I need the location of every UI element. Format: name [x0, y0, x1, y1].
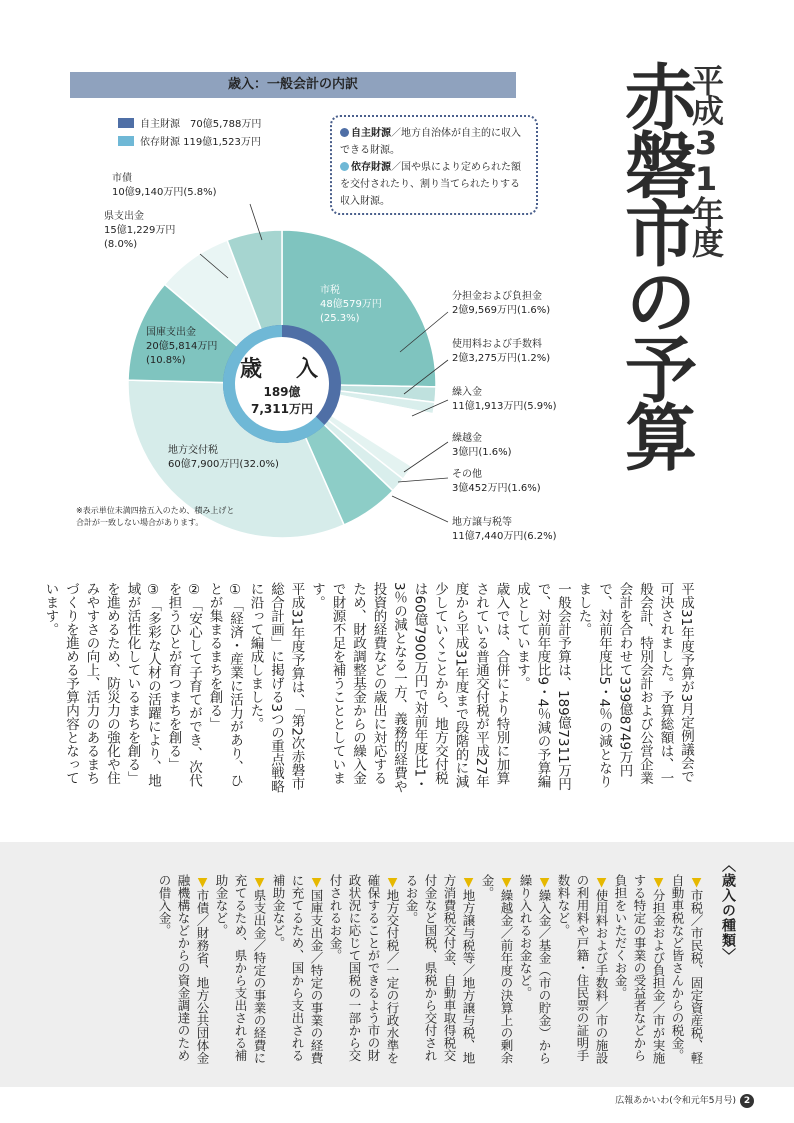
type-item: ▼繰越金／前年度の決算上の剰余金。 [480, 874, 514, 1064]
revenue-types-title: 〈歳入の種類〉 [720, 858, 736, 963]
revenue-types-list [90, 874, 706, 1072]
page-footer [615, 1093, 754, 1108]
note-text: ／地方自治体が自主的に収入できる財源。 [340, 128, 521, 156]
triangle-bullet-icon: ▼ [537, 874, 552, 889]
body-paragraph: 一般会計予算は、189億7311万円で、対前年度比9・4％減の予算編成としています。 [514, 582, 571, 791]
type-item: ▼地方交付税／一定の行政水準を確保することができるよう市の財政状況に応じて国税の一部から交付されるお金。 [328, 874, 400, 1064]
type-item: ▼国庫支出金／特定の事業の経費に充てるため、国から支出される補助金など。 [271, 874, 324, 1064]
type-item: ▼使用料および手数料／市の施設の利用料や戸籍・住民票の証明手数料など。 [556, 874, 609, 1064]
article-body [42, 582, 696, 794]
strategy-item: ②「安心して子育てができ、次代を担うひとが育つまちを創る」 [165, 582, 202, 787]
triangle-bullet-icon: ▼ [309, 874, 324, 889]
chart-center-label [232, 352, 332, 417]
center-value-oku: 189億 [263, 385, 301, 399]
note-text: ／国や県により定められた額を交付されたり、割り当てられたりする収入財源。 [340, 162, 521, 207]
body-paragraph: 平成31年度予算は、「第2次赤磐市総合計画」に掲げる3つの重点戦略に沿って編成しました。 [247, 582, 305, 794]
center-value-man: 7,311万円 [251, 402, 313, 416]
triangle-bullet-icon: ▼ [385, 874, 400, 889]
leader-line [392, 496, 448, 522]
type-item: ▼地方譲与税等／地方譲与税、地方消費税交付金、自動車取得税交付金など国税、県税から交付されるお金。 [404, 874, 476, 1064]
footer-publication: 広報あかいわ(令和元年5月号) [615, 1096, 736, 1106]
slice-label-kofu: 地方交付税 60億7,900万円(32.0%) [168, 445, 279, 470]
triangle-bullet-icon: ▼ [461, 874, 476, 889]
chart-header-bar: 歳入：一般会計の内訳 [70, 72, 516, 98]
note-term: 依存財源 [351, 162, 391, 173]
leader-line [398, 478, 448, 482]
page-number: 2 [740, 1094, 754, 1108]
body-paragraph: 平成31年度予算が3月定例議会で可決されました。予算総額は、一般会計、特別会計および公営企業会計を合わせて339億8749万円で、対前年度比5・4％の減となりました。 [575, 582, 694, 789]
triangle-bullet-icon: ▼ [651, 874, 666, 889]
triangle-bullet-icon: ▼ [499, 874, 514, 889]
body-paragraph: を進めるため、防災力の強化や住みやすさの向上、活力のあるまちづくりを進める予算内容となっています。 [42, 582, 120, 785]
page-title: 赤磐市の予算 [613, 60, 697, 468]
triangle-bullet-icon: ▼ [689, 874, 704, 889]
body-paragraph: 歳入では、合併により特別に加算されている普通交付税が平成27年度から平成31年度まで段階的に減少していくことから、地方交付税は60億7900万円で対前年度比1・3％の減となる一方、義務的経費や投資的経費などの歳出に対応するため、財政調整基金からの繰入金で財源不足を補うこととしています。 [309, 582, 510, 794]
slice-label-shizei: 市税 48億579万円 (25.3%) [320, 285, 382, 324]
title-year: 平成31年度 [687, 64, 725, 256]
slice-label-kokko: 国庫支出金 20億5,814万円 (10.8%) [146, 327, 218, 366]
type-item: ▼市債／財務省、地方公共団体金融機構などからの資金調達のための借入金。 [157, 874, 210, 1064]
note-term: 自主財源 [351, 128, 391, 139]
strategy-item: ③「多彩な人材の活躍により、地域が活性化しているまちを創る」 [124, 582, 161, 787]
triangle-bullet-icon: ▼ [252, 874, 267, 889]
type-item: ▼県支出金／特定の事業の経費に充てるため、県から支出される補助金など。 [214, 874, 267, 1064]
chart-footnote: ※表示単位未満四捨五入のため、積み上げと合計が一致しない場合があります。 [76, 506, 235, 527]
slice-label-shisai: 市債 10億9,140万円(5.8%) [112, 173, 217, 198]
type-item: ▼繰入金／基金（市の貯金）から繰り入れるお金など。 [518, 874, 552, 1064]
type-item: ▼分担金および負担金／市が実施する特定の事業の受益者などから負担をいただくお金。 [613, 874, 666, 1064]
slice-label-buntan: 分担金および負担金 2億9,569万円(1.6%) [452, 291, 551, 316]
legend-label: 自主財源 70億5,788万円 [140, 119, 262, 130]
slice-label-shiyoryo: 使用料および手数料 2億3,275万円(1.2%) [452, 339, 551, 364]
slice-label-joyo: 地方譲与税等 11億7,440万円(6.2%) [452, 517, 557, 542]
legend-label: 依存財源 119億1,523万円 [140, 137, 261, 148]
triangle-bullet-icon: ▼ [594, 874, 609, 889]
type-item: ▼市税／市民税、固定資産税、軽自動車税など皆さんからの税金。 [670, 874, 704, 1064]
slice-label-kurire: 繰入金 11億1,913万円(5.9%) [452, 387, 557, 412]
slice-label-kurikoshi: 繰越金 3億円(1.6%) [452, 433, 512, 458]
center-title: 歳 入 [239, 357, 324, 382]
triangle-bullet-icon: ▼ [195, 874, 210, 889]
strategy-item: ①「経済・産業に活力があり、ひとが集まるまちを創る」 [206, 582, 243, 787]
slice-label-sonota: その他 3億452万円(1.6%) [452, 469, 541, 494]
slice-label-ken: 県支出金 15億1,229万円 (8.0%) [104, 211, 176, 250]
